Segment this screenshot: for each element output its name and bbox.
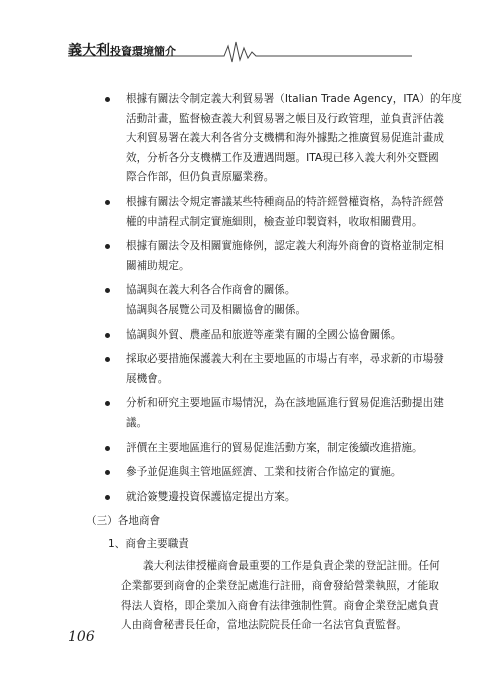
- paragraph: [0, 557, 480, 635]
- bullet-item: [0, 326, 480, 346]
- bullet-line: 協調與各展覽公司及相關協會的關係。: [126, 303, 307, 316]
- bullet-item: [0, 439, 480, 459]
- bullet-line: 議。: [126, 416, 148, 429]
- bullet-dot: [105, 446, 110, 451]
- header-title: [68, 40, 176, 60]
- bullet-dot: [105, 495, 110, 500]
- bullet-dot: [105, 200, 110, 205]
- paragraph-line: 人由商會秘書長任命，當地法院院長任命一名法官負責監督。: [121, 619, 408, 632]
- bullet-item: [0, 463, 480, 483]
- bullet-line: 評價在主要地區進行的貿易促進活動方案，制定後續改進措施。: [126, 441, 423, 454]
- header-title-sub: 投資環境簡介: [110, 45, 176, 58]
- bullet-dot: [105, 333, 110, 338]
- bullet-line: 活動計畫，監督檢查義大利貿易署之帳目及行政管理，並負責評估義: [126, 112, 444, 125]
- subsection-heading: 1、商會主要職責: [108, 537, 189, 550]
- bullet-dot: [105, 97, 110, 102]
- bullet-dot: [105, 357, 110, 362]
- page-header: [0, 34, 480, 64]
- header-title-main: 義大利: [68, 43, 110, 59]
- bullet-item: [0, 488, 480, 508]
- bullet-line: 效，分析各分支機構工作及遭遇問題。ITA現已移入義大利外交暨國: [126, 151, 439, 164]
- bullet-line: 分析和研究主要地區市場情況，為在該地區進行貿易促進活動提出建: [126, 397, 444, 410]
- bullet-line: 協調與在義大利各合作商會的關係。: [126, 284, 296, 297]
- paragraph-line: 義大利法律授權商會最重要的工作是負責企業的登記註冊。任何: [143, 560, 440, 573]
- bullet-line: 參予並促進與主管地區經濟、工業和技術合作協定的實施。: [126, 466, 402, 479]
- page-body: [0, 90, 480, 636]
- bullet-item: [0, 394, 480, 433]
- bullet-dot: [105, 288, 110, 293]
- paragraph-line: 企業都要到商會的企業登記處進行註冊，商會發給營業執照，才能取: [121, 580, 439, 593]
- bullet-line: 大利貿易署在義大利各省分支機構和海外據點之推廣貿易促進計畫成: [126, 132, 444, 145]
- bullet-item: [0, 281, 480, 320]
- bullet-dot: [105, 401, 110, 406]
- bullet-item: [0, 90, 480, 188]
- bullet-dot: [105, 244, 110, 249]
- bullet-line: 根據有關法令規定審議某些特種商品的特許經營權資格，為特許經營: [126, 195, 444, 208]
- bullet-line: 根據有關法令制定義大利貿易署（Italian Trade Agency，ITA）的年度: [126, 93, 462, 105]
- bullet-item: [0, 193, 480, 232]
- section-heading: （三）各地商會: [86, 515, 161, 528]
- bullet-item: [0, 350, 480, 389]
- page-number: 106: [68, 629, 95, 645]
- bullet-line: 展機會。: [126, 372, 169, 385]
- bullet-line: 根據有關法令及相關實施條例，認定義大利海外商會的資格並制定相: [126, 240, 444, 253]
- bullet-line: 協調與外貿、農產品和旅遊等產業有關的全國公協會關係。: [126, 328, 402, 341]
- bullet-line: 就洽簽雙邊投資保護協定提出方案。: [126, 490, 296, 503]
- paragraph-line: 得法人資格，即企業加入商會有法律強制性質。商會企業登記處負責: [121, 599, 439, 612]
- bullet-line: 權的申請程式制定實施細則，檢查並印製資料，收取相關費用。: [126, 215, 423, 228]
- bullet-line: 關補助規定。: [126, 259, 190, 272]
- bullet-line: 採取必要措施保護義大利在主要地區的市場占有率，尋求新的市場發: [126, 353, 444, 366]
- bullet-item: [0, 237, 480, 276]
- bullet-line: 際合作部，但仍負責原屬業務。: [126, 171, 275, 184]
- bullet-dot: [105, 470, 110, 475]
